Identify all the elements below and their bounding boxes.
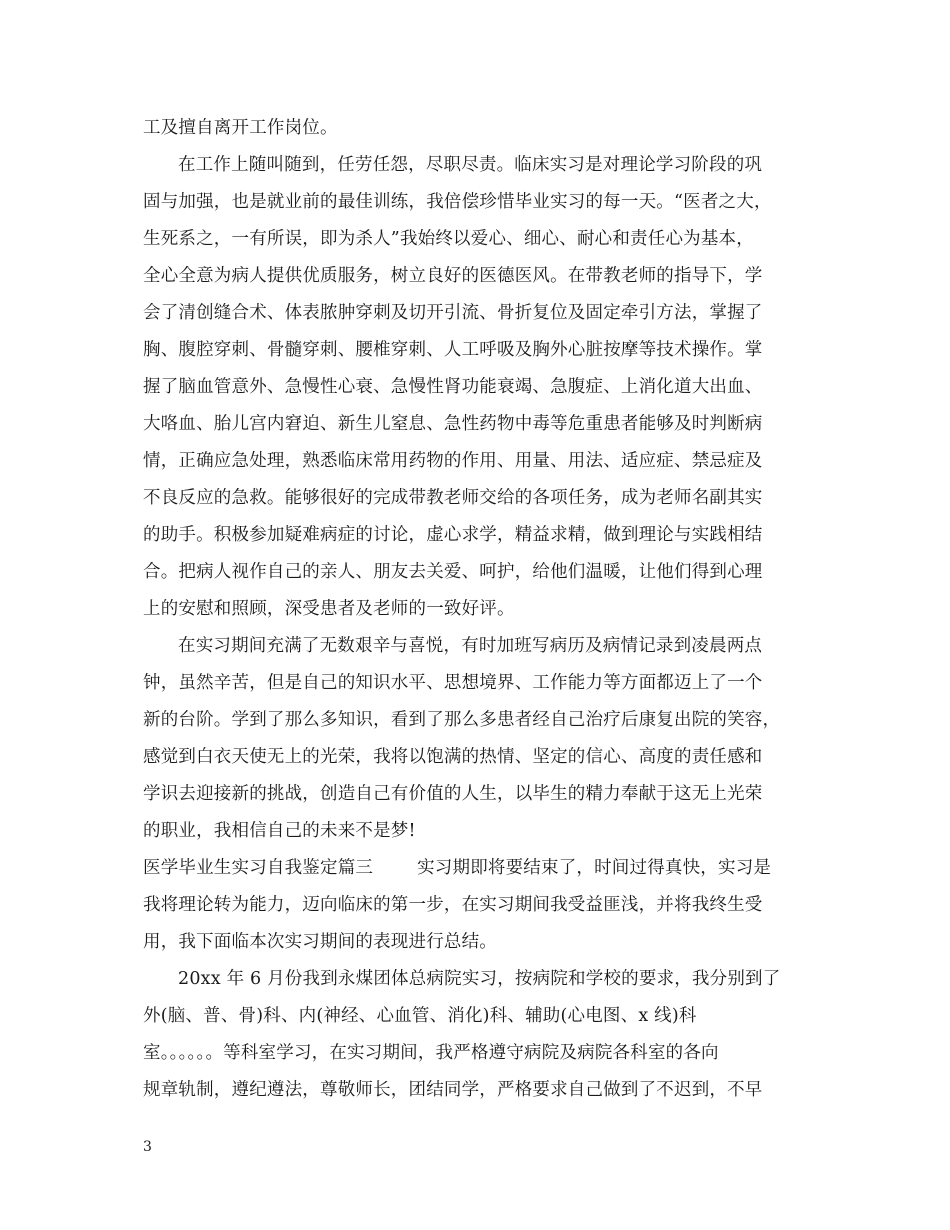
paragraph-start: 在实习期间充满了无数艰辛与喜悦，有时加班写病历及病情记录到凌晨两点 [178,636,763,656]
text-line: 情，正确应急处理，熟悉临床常用药物的作用、用量、用法、适应症、禁忌症及 [143,451,763,471]
text-line: 室。。。。。。等科室学习，在实习期间，我严格遵守病院及病院各科室的各向 [143,1043,719,1063]
text-line: 工及擅自离开工作岗位。 [143,118,338,138]
text-line: 新的台阶。学到了那么多知识，看到了那么多患者经自己治疗后康复出院的笑容， [143,710,781,730]
text-line: 钟，虽然辛苦，但是自己的知识水平、思想境界、工作能力等方面都迈上了一个 [143,673,763,693]
text-line: 握了脑血管意外、急慢性心衰、急慢性肾功能衰竭、急腹症、上消化道大出血、 [143,377,763,397]
page-number: 3 [143,1139,152,1155]
heading-line [143,856,771,880]
text-line: 规章轨制，遵纪遵法，尊敬师长，团结同学，严格要求自己做到了不迟到，不早 [143,1080,763,1100]
text-line: 全心全意为病人提供优质服务，树立良好的医德医风。在带教老师的指导下，学 [143,266,763,286]
text-line: 不良反应的急救。能够很好的完成带教老师交给的各项任务，成为老师名副其实 [143,488,763,508]
text-line: 的职业，我相信自己的未来不是梦! [143,821,416,841]
text-line: 胸、腹腔穿刺、骨髓穿刺、腰椎穿刺、人工呼吸及胸外心脏按摩等技术操作。掌 [143,340,763,360]
text-line: 感觉到白衣天使无上的光荣，我将以饱满的热情、坚定的信心、高度的责任感和 [143,747,763,767]
text-line: 的助手。积极参加疑难病症的讨论，虚心求学，精益求精，做到理论与实践相结 [143,525,763,545]
text-line: 用，我下面临本次实习期间的表现进行总结。 [143,932,497,952]
text-line: 生死系之，一有所误，即为杀人”我始终以爱心、细心、耐心和责任心为基本， [143,229,754,249]
text-line: 上的安慰和照顾，深受患者及老师的一致好评。 [143,599,515,619]
paragraph-start: 20xx 年 6 月份我到永煤团体总病院实习，按病院和学校的要求，我分别到了 [178,969,781,989]
paragraph-start: 在工作上随叫随到，任劳任怨，尽职尽责。临床实习是对理论学习阶段的巩 [178,155,763,175]
text-line: 会了清创缝合术、体表脓肿穿刺及切开引流、骨折复位及固定牵引方法，掌握了 [143,303,763,323]
text-line: 外(脑、普、骨)科、内(神经、心血管、消化)科、辅助(心电图、x 线)科 [143,1006,697,1026]
text-line: 学识去迎接新的挑战，创造自己有价值的人生，以毕生的精力奉献于这无上光荣 [143,784,763,804]
text-line: 大咯血、胎儿宫内窘迫、新生儿窒息、急性药物中毒等危重患者能够及时判断病 [143,414,763,434]
text-line: 合。把病人视作自己的亲人、朋友去关爱、呵护，给他们温暖，让他们得到心理 [143,562,763,582]
section-heading: 医学毕业生实习自我鉴定篇三 [143,858,374,878]
text-line: 固与加强，也是就业前的最佳训练，我倍偿珍惜毕业实习的每一天。“医者之大， [143,192,772,212]
text-line: 我将理论转为能力，迈向临床的第一步，在实习期间我受益匪浅，并将我终生受 [143,895,763,915]
paragraph-start: 实习期即将要结束了，时间过得真快，实习是 [417,858,772,878]
